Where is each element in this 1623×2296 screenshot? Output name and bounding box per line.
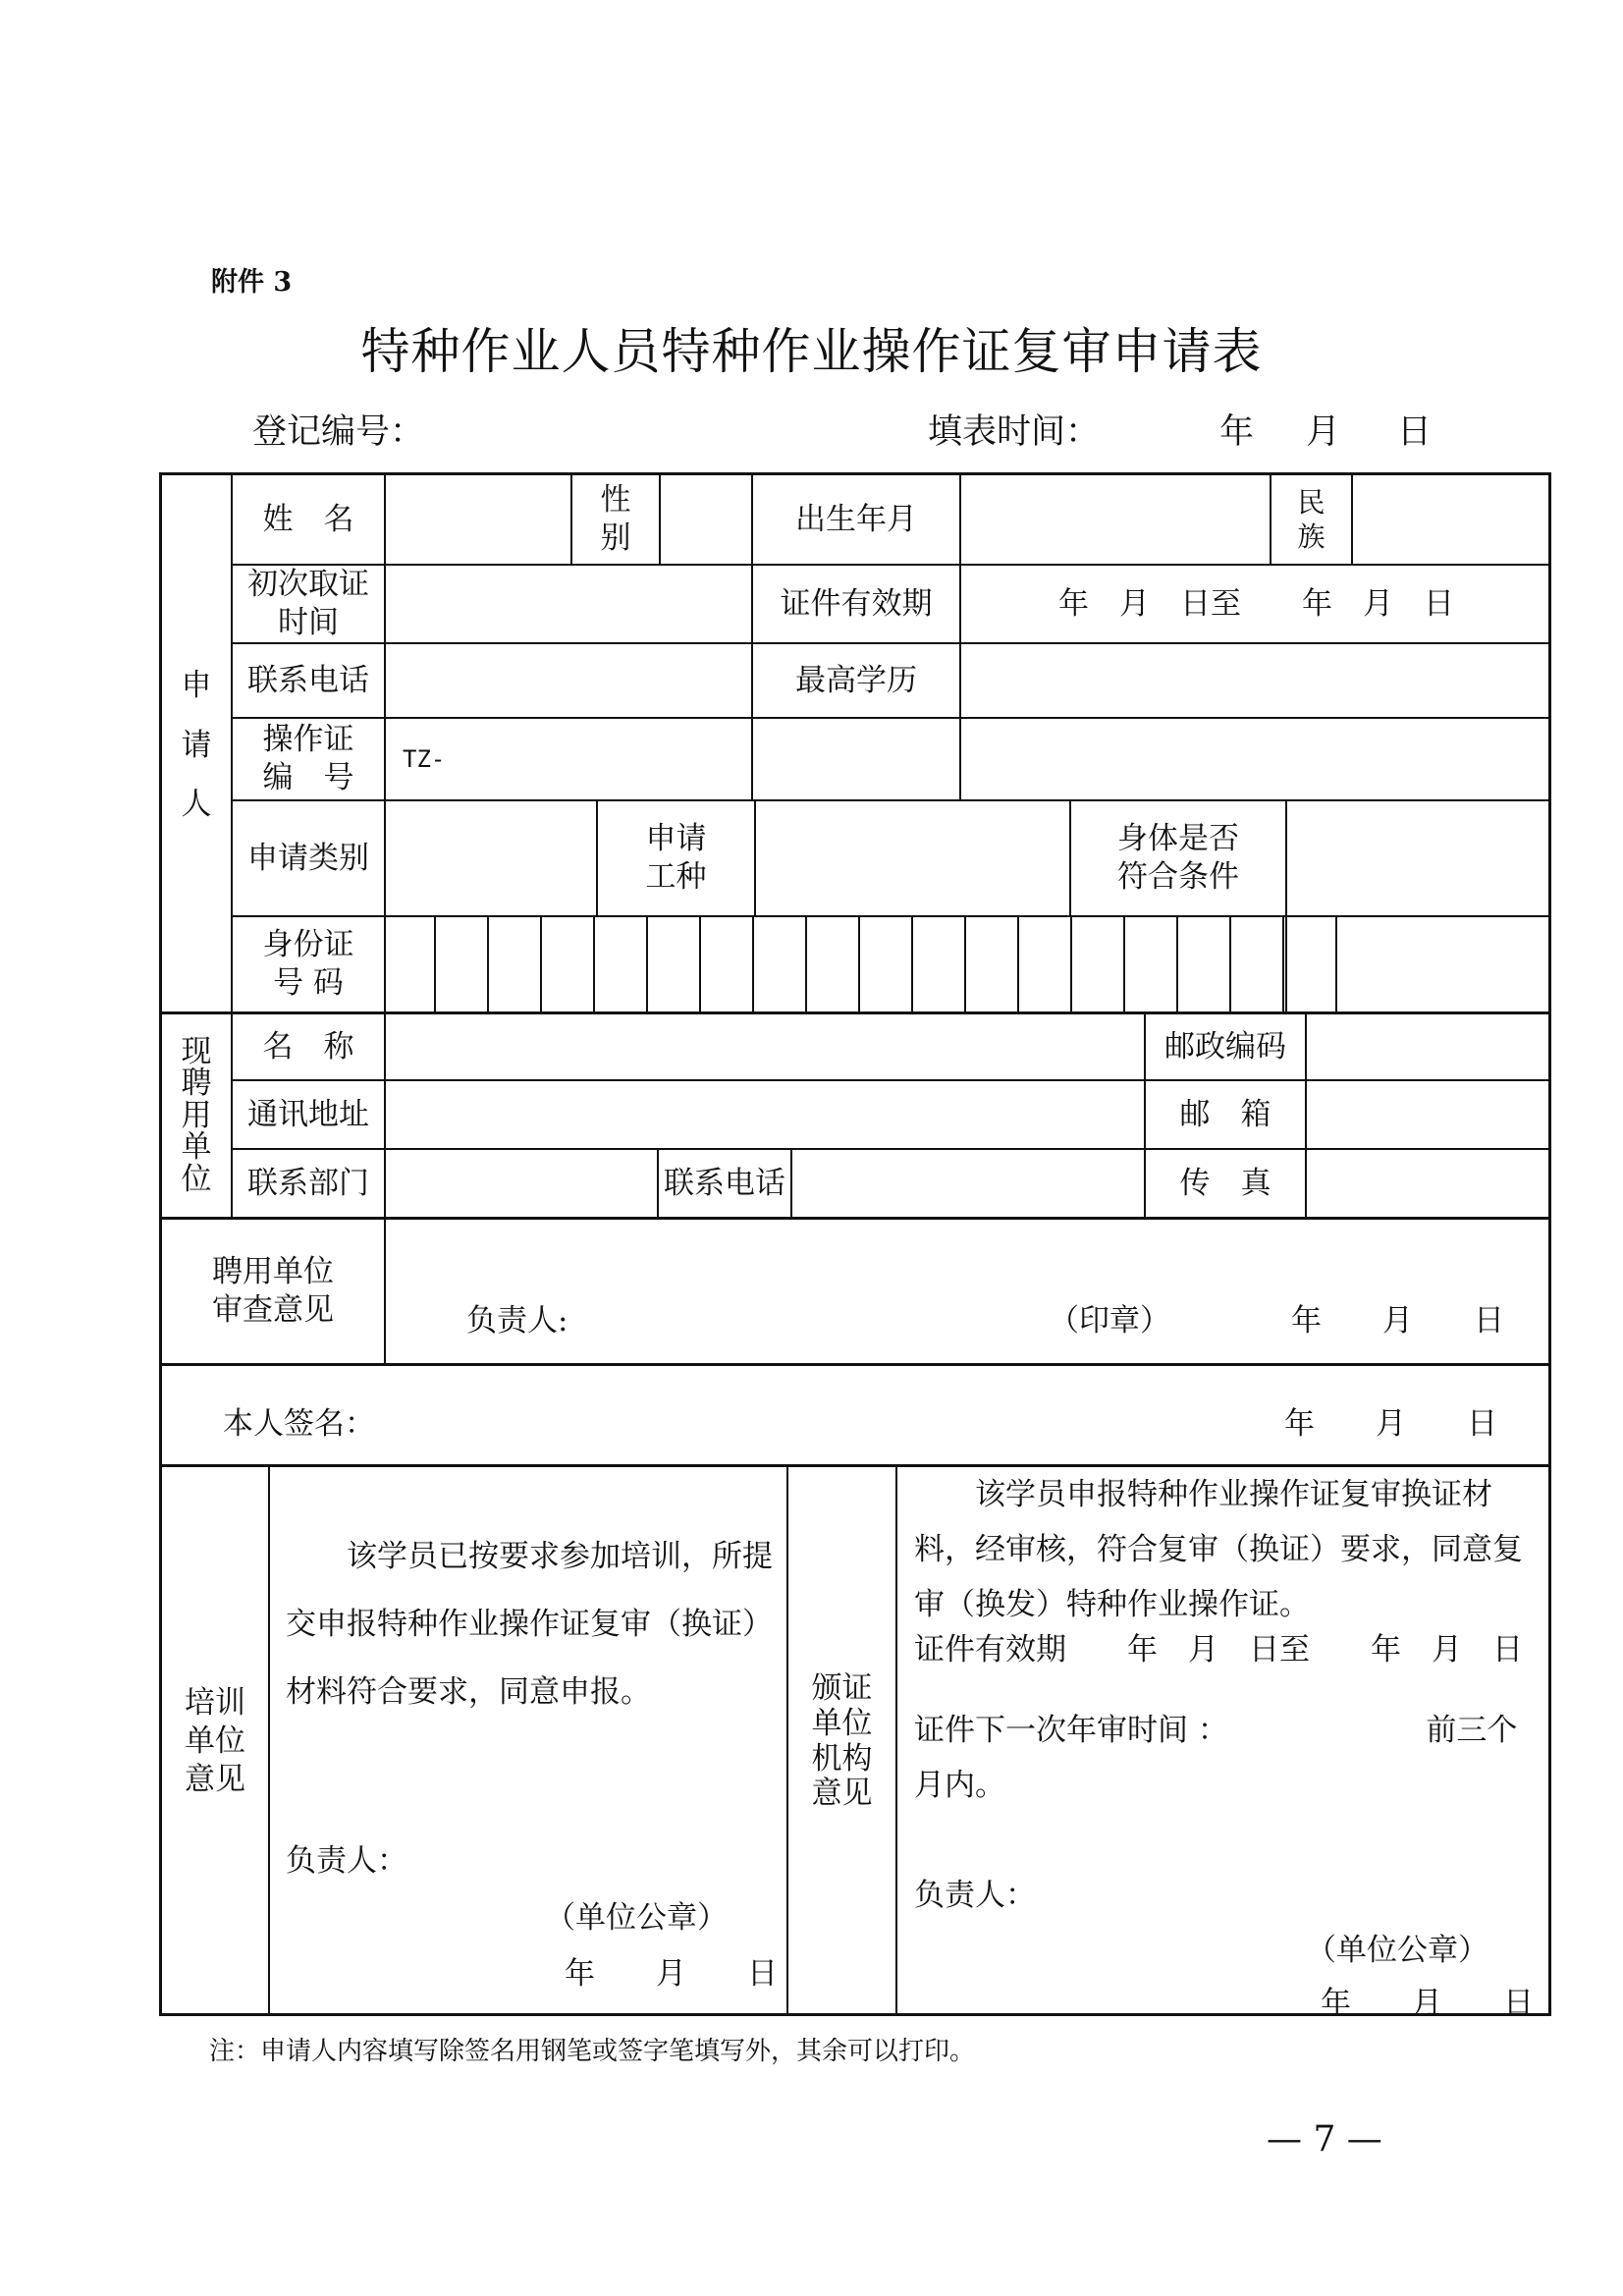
employer-review-date: 年 月 日 — [1291, 1303, 1504, 1339]
id-number-field[interactable] — [386, 917, 1551, 1011]
fill-day: 日 — [1397, 412, 1433, 452]
ethnicity-label: 民 族 — [1297, 486, 1325, 553]
education-label: 最高学历 — [795, 662, 917, 698]
signature-date: 年 月 日 — [1284, 1406, 1497, 1442]
dept-label: 联系部门 — [247, 1165, 369, 1201]
email-label: 邮 箱 — [1179, 1096, 1271, 1132]
fill-time-label: 填表时间： — [928, 412, 1101, 452]
employer-section-label: 现 聘 用 单 位 — [181, 1033, 212, 1197]
postcode-label: 邮政编码 — [1164, 1028, 1286, 1065]
employer-phone-field[interactable] — [792, 1150, 1144, 1217]
fax-field[interactable] — [1307, 1150, 1551, 1217]
dept-field[interactable] — [386, 1150, 657, 1217]
training-seal: （单位公章） — [545, 1900, 728, 1936]
issuer-seal: （单位公章） — [1306, 1933, 1488, 1968]
health-field[interactable] — [1287, 801, 1551, 915]
signature-label: 本人签名： — [223, 1406, 375, 1442]
attachment-label: 附件 3 — [211, 267, 293, 298]
fax-label: 传 真 — [1179, 1165, 1271, 1201]
name-field[interactable] — [386, 475, 570, 564]
first-cert-label: 初次取证 时间 — [247, 567, 369, 640]
training-date: 年 月 日 — [565, 1956, 778, 1992]
category-label: 申请类别 — [247, 840, 369, 876]
registration-number-label: 登记编号： — [252, 412, 425, 452]
issuer-date: 年 月 日 — [1321, 1986, 1534, 2021]
id-number-label: 身份证 号 码 — [262, 927, 354, 1001]
address-field[interactable] — [386, 1081, 1144, 1148]
health-label: 身体是否 符合条件 — [1117, 821, 1239, 895]
page-number: — 7 — — [1267, 2119, 1382, 2159]
category-field[interactable] — [386, 801, 596, 915]
fill-year: 年 — [1219, 412, 1255, 452]
employer-review-seal: （印章） — [1049, 1303, 1170, 1339]
page-title: 特种作业人员特种作业操作证复审申请表 — [360, 323, 1263, 380]
training-opinion-label: 培训 单位 意见 — [185, 1685, 245, 1797]
issuer-validity: 证件有效期 年 月 日至 年 月 日 — [914, 1632, 1523, 1667]
name-label: 姓 名 — [262, 501, 354, 537]
training-responsible: 负责人： — [286, 1843, 407, 1879]
employer-review-label: 聘用单位 审查意见 — [212, 1254, 334, 1328]
email-field[interactable] — [1307, 1081, 1551, 1148]
issuer-opinion-text: 该学员申报特种作业操作证复审换证材料，经审核，符合复审（换证）要求，同意复审（换发）特种作业操作证。 — [914, 1477, 1523, 1622]
application-form — [159, 472, 1551, 2021]
applicant-section-label: 申 请 人 — [181, 668, 212, 823]
issuer-opinion-label: 颁证 单位 机构 意见 — [811, 1670, 873, 1812]
cert-no-label: 操作证 编 号 — [262, 722, 354, 795]
cert-no-field[interactable]: TZ- — [403, 745, 446, 773]
fill-month: 月 — [1306, 412, 1341, 452]
gender-field[interactable] — [661, 475, 751, 564]
training-opinion-text: 该学员已按要求参加培训，所提交申报特种作业操作证复审（换证）材料符合要求，同意申报。 — [286, 1539, 773, 1710]
birth-field[interactable] — [961, 475, 1270, 564]
ethnicity-field[interactable] — [1353, 475, 1551, 564]
phone-label: 联系电话 — [247, 662, 369, 698]
employer-phone-label: 联系电话 — [664, 1165, 785, 1201]
issuer-next-review: 证件下一次年审时间 ： 前三个月内。 — [914, 1713, 1518, 1803]
validity-label: 证件有效期 — [780, 585, 933, 622]
validity-field[interactable]: 年 月 日至 年 月 日 — [1058, 585, 1454, 622]
education-field[interactable] — [961, 644, 1551, 717]
footnote: 注：申请人内容填写除签名用钢笔或签字笔填写外，其余可以打印。 — [209, 2037, 976, 2066]
first-cert-field[interactable] — [386, 566, 751, 642]
postcode-field[interactable] — [1307, 1014, 1551, 1079]
employer-name-label: 名 称 — [262, 1028, 354, 1065]
work-type-field[interactable] — [756, 801, 1069, 915]
address-label: 通讯地址 — [247, 1096, 369, 1132]
birth-label: 出生年月 — [795, 501, 917, 537]
employer-review-responsible: 负责人: — [466, 1303, 568, 1339]
gender-label: 性 别 — [600, 482, 631, 556]
issuer-responsible: 负责人： — [914, 1878, 1036, 1913]
work-type-label: 申请 工种 — [645, 821, 707, 895]
phone-field[interactable] — [386, 644, 751, 717]
employer-name-field[interactable] — [386, 1014, 1144, 1079]
